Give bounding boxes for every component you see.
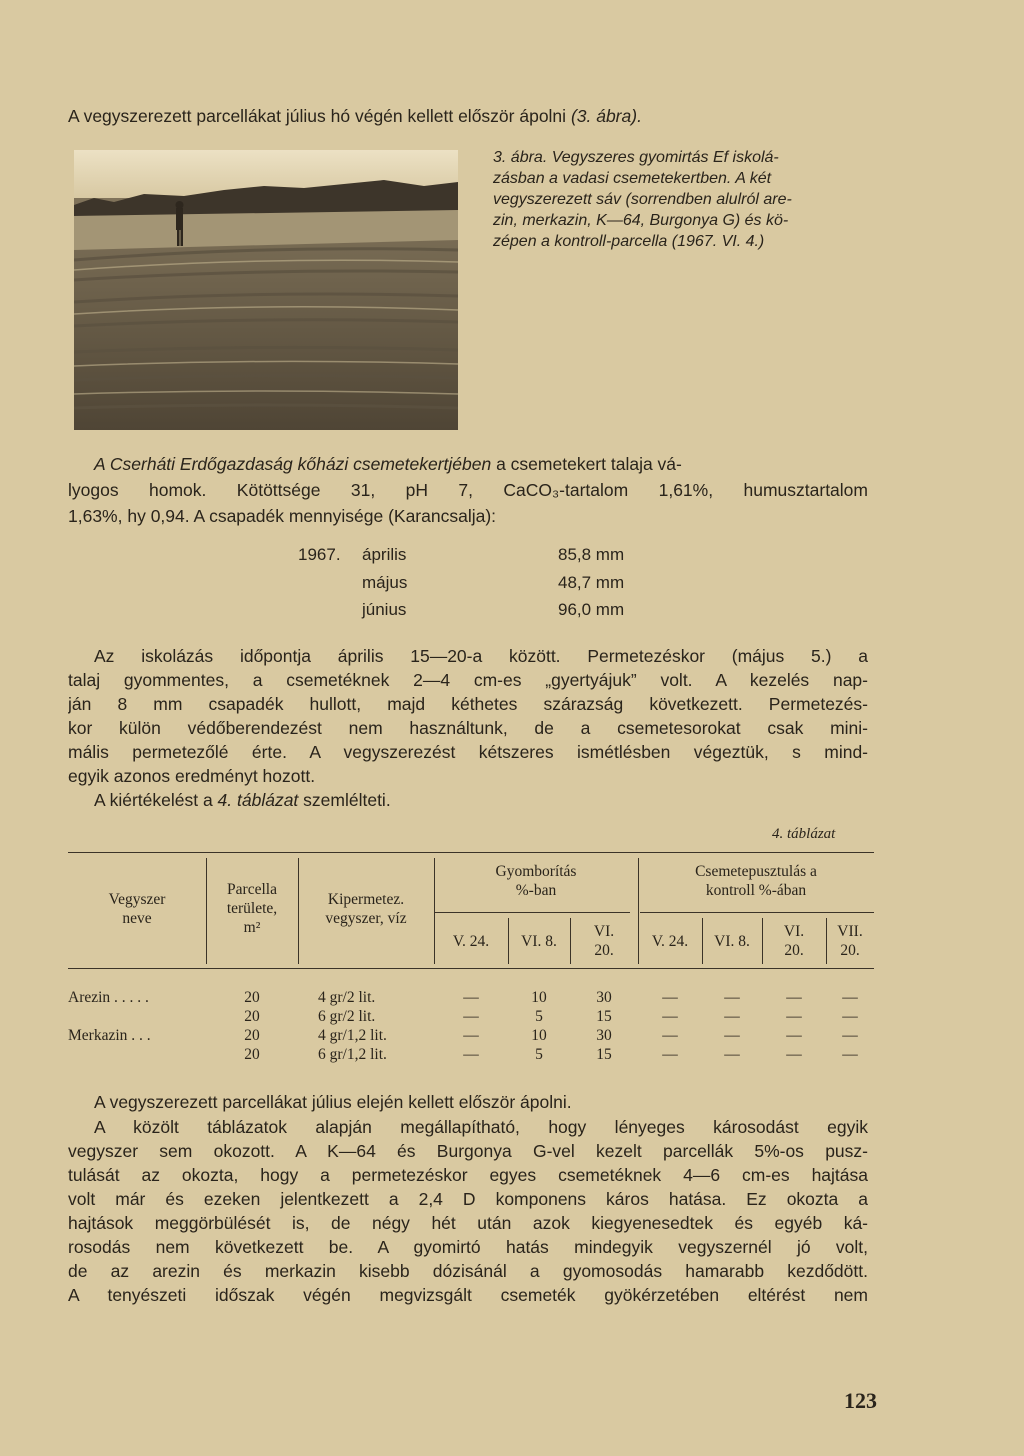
row-chemical-name: Merkazin . . . <box>68 1027 151 1044</box>
row-loss-value: — <box>842 989 858 1006</box>
header-loss-date <box>826 922 874 960</box>
para1-text: a csemetekert talaja vá- <box>491 454 682 474</box>
row-cover-value: 5 <box>535 1046 543 1063</box>
row-area: 20 <box>244 989 260 1006</box>
para3-line: tulását az okozta, hogy a permetezéskor egyes csemetéknek 4—6 cm-es hajtása <box>68 1165 868 1185</box>
caption-line: zin, merkazin, K—64, Burgonya G) és kö- <box>493 212 789 229</box>
row-cover-value: — <box>463 1008 479 1025</box>
header-text: VI. 8. <box>714 933 750 950</box>
row-loss-value: — <box>662 1046 678 1063</box>
header-text: 20. <box>784 942 804 959</box>
header-text: vegyszer, víz <box>325 910 407 927</box>
row-area: 20 <box>244 1027 260 1044</box>
row-chemical-name: Arezin . . . . . <box>68 989 149 1006</box>
figure-photo <box>74 150 458 430</box>
header-text: Csemetepusztulás a <box>695 863 817 880</box>
table-rule-cover <box>434 912 630 913</box>
header-text: területe, <box>226 900 278 917</box>
para2-text: szemlélteti. <box>298 790 391 810</box>
row-loss-value: — <box>724 1046 740 1063</box>
row-cover-value: 10 <box>531 1027 547 1044</box>
header-cover-date <box>434 932 508 951</box>
caption-line: zásban a vadasi csemetekertben. A két <box>493 170 772 187</box>
para1-line-3: 1,63%, hy 0,94. A csapadék mennyisége (Karancsalja): <box>68 506 497 526</box>
row-loss-value: — <box>724 1008 740 1025</box>
row-cover-value: 30 <box>596 1027 612 1044</box>
header-spray <box>298 890 434 928</box>
header-text: m² <box>243 919 261 936</box>
para2-line-last <box>94 788 894 812</box>
row-loss-value: — <box>842 1027 858 1044</box>
row-dose: 4 gr/2 lit. <box>318 989 376 1006</box>
row-dose: 6 gr/1,2 lit. <box>318 1046 387 1063</box>
header-text: Kipermetez. <box>327 891 405 908</box>
results-table <box>68 852 874 1064</box>
para2-line: ján 8 mm csapadék hullott, majd kéthetes szárazság következett. Permetezés- <box>68 694 868 714</box>
rainfall-amount: 48,7 mm <box>558 573 625 592</box>
row-cover-value: 10 <box>531 989 547 1006</box>
row-loss-value: — <box>786 1027 802 1044</box>
header-text: 20. <box>840 942 860 959</box>
para2-line: egyik azonos eredményt hozott. <box>68 766 316 786</box>
para2-line: talaj gyommentes, a csemetéknek 2—4 cm-es „gyertyájuk” volt. A kezelés nap- <box>68 670 868 690</box>
table-rule-loss <box>640 912 874 913</box>
farm-name: A Cserháti Erdőgazdaság kőházi csemetekertjében <box>94 454 492 474</box>
header-chemical-name <box>68 890 206 928</box>
header-text: Gyomborítás <box>495 863 577 880</box>
para1-line-1 <box>94 452 868 476</box>
header-text: VI. 8. <box>521 933 557 950</box>
header-text: VI. <box>593 923 615 940</box>
header-text: V. 24. <box>452 933 490 950</box>
row-area: 20 <box>244 1046 260 1063</box>
header-text: neve <box>122 910 152 927</box>
header-text: %-ban <box>515 882 557 899</box>
para3-line: vegyszer sem okozott. A K—64 és Burgonya G-vel kezelt parcellák 5%-os pusz- <box>68 1141 868 1161</box>
header-text: kontroll %-ában <box>705 882 807 899</box>
para3-line: A tenyészeti időszak végén megvizsgált csemeték gyökérzetében eltérést nem <box>68 1285 868 1305</box>
table-label: 4. táblázat <box>772 826 836 842</box>
figure-reference: (3. ábra). <box>570 106 642 126</box>
rainfall-month: április <box>362 545 407 564</box>
para2-text: A kiértékelést a <box>94 790 218 810</box>
header-cover-date <box>508 932 570 951</box>
para3-line: hajtások meggörbülését is, de négy hét után azok kiegyenesedtek és egyéb ká- <box>68 1213 868 1233</box>
para3-line: A vegyszerezett parcellákat július elején kellett először ápolni. <box>94 1092 572 1112</box>
row-cover-value: 30 <box>596 989 612 1006</box>
header-text: V. 24. <box>651 933 689 950</box>
row-loss-value: — <box>724 989 740 1006</box>
row-cover-value: 15 <box>596 1046 612 1063</box>
row-loss-value: — <box>662 1008 678 1025</box>
para3-line: rosodás nem következett be. A gyomirtó hatás mindegyik vegyszernél jó volt, <box>68 1237 868 1257</box>
row-loss-value: — <box>662 1027 678 1044</box>
para2-line: kor külön védőberendezést nem használtunk, de a csemetesorokat csak mini- <box>68 718 868 738</box>
intro-line <box>68 104 868 128</box>
row-loss-value: — <box>786 1046 802 1063</box>
rainfall-month: május <box>362 573 408 592</box>
header-loss-date <box>638 932 702 951</box>
row-loss-value: — <box>842 1046 858 1063</box>
para3-line: volt már és ezeken jelentkezett a 2,4 D komponens káros hatása. Ez okozta a <box>68 1189 868 1209</box>
caption-line: 3. ábra. Vegyszeres gyomirtás Ef iskolá- <box>493 149 779 166</box>
header-weed-cover <box>434 862 638 900</box>
row-cover-value: 15 <box>596 1008 612 1025</box>
row-cover-value: — <box>463 1027 479 1044</box>
row-dose: 4 gr/1,2 lit. <box>318 1027 387 1044</box>
header-loss-date <box>702 932 762 951</box>
row-loss-value: — <box>662 989 678 1006</box>
figure-caption <box>493 147 869 252</box>
row-cover-value: 5 <box>535 1008 543 1025</box>
para1-line-2: lyogos homok. Kötöttsége 31, pH 7, CaCO₃-tartalom 1,61%, humusztartalom <box>68 480 868 500</box>
row-loss-value: — <box>786 989 802 1006</box>
rainfall-month: június <box>362 600 407 619</box>
para3-line: de az arezin és merkazin kisebb dózisánál a gyomosodás hamarabb kezdődött. <box>68 1261 868 1281</box>
header-plot-area <box>206 880 298 937</box>
row-cover-value: — <box>463 1046 479 1063</box>
header-cover-date <box>570 922 638 960</box>
header-text: 20. <box>594 942 614 959</box>
header-text: VI. <box>783 923 805 940</box>
row-loss-value: — <box>786 1008 802 1025</box>
header-text: VII. <box>837 923 863 940</box>
table-reference: 4. táblázat <box>217 790 299 810</box>
row-loss-value: — <box>724 1027 740 1044</box>
table-rule-top <box>68 852 874 853</box>
caption-line: zépen a kontroll-parcella (1967. VI. 4.) <box>493 233 765 250</box>
header-loss-date <box>762 922 826 960</box>
rainfall-amount: 85,8 mm <box>558 545 625 564</box>
para2-line: Az iskolázás időpontja április 15—20-a között. Permetezéskor (május 5.) a <box>94 646 868 666</box>
header-text: Parcella <box>227 881 277 898</box>
row-area: 20 <box>244 1008 260 1025</box>
intro-text: A vegyszerezett parcellákat július hó végén kellett először ápolni <box>68 106 567 126</box>
table-rule-head <box>68 968 874 969</box>
row-cover-value: — <box>463 989 479 1006</box>
para3-line: A közölt táblázatok alapján megállapítható, hogy lényeges károsodást egyik <box>94 1117 868 1137</box>
header-text: Vegyszer <box>108 891 166 908</box>
header-seedling-loss <box>638 862 874 900</box>
para2-line: mális permetezőlé érte. A vegyszerezést kétszeres ismétlésben végeztük, s mind- <box>68 742 868 762</box>
caption-line: vegyszerezett sáv (sorrendben alulról are- <box>493 191 792 208</box>
rainfall-amount: 96,0 mm <box>558 600 625 619</box>
rainfall-year: 1967. <box>298 545 341 564</box>
row-loss-value: — <box>842 1008 858 1025</box>
row-dose: 6 gr/2 lit. <box>318 1008 376 1025</box>
page-number: 123 <box>844 1388 877 1413</box>
field-photo-image <box>74 150 458 430</box>
